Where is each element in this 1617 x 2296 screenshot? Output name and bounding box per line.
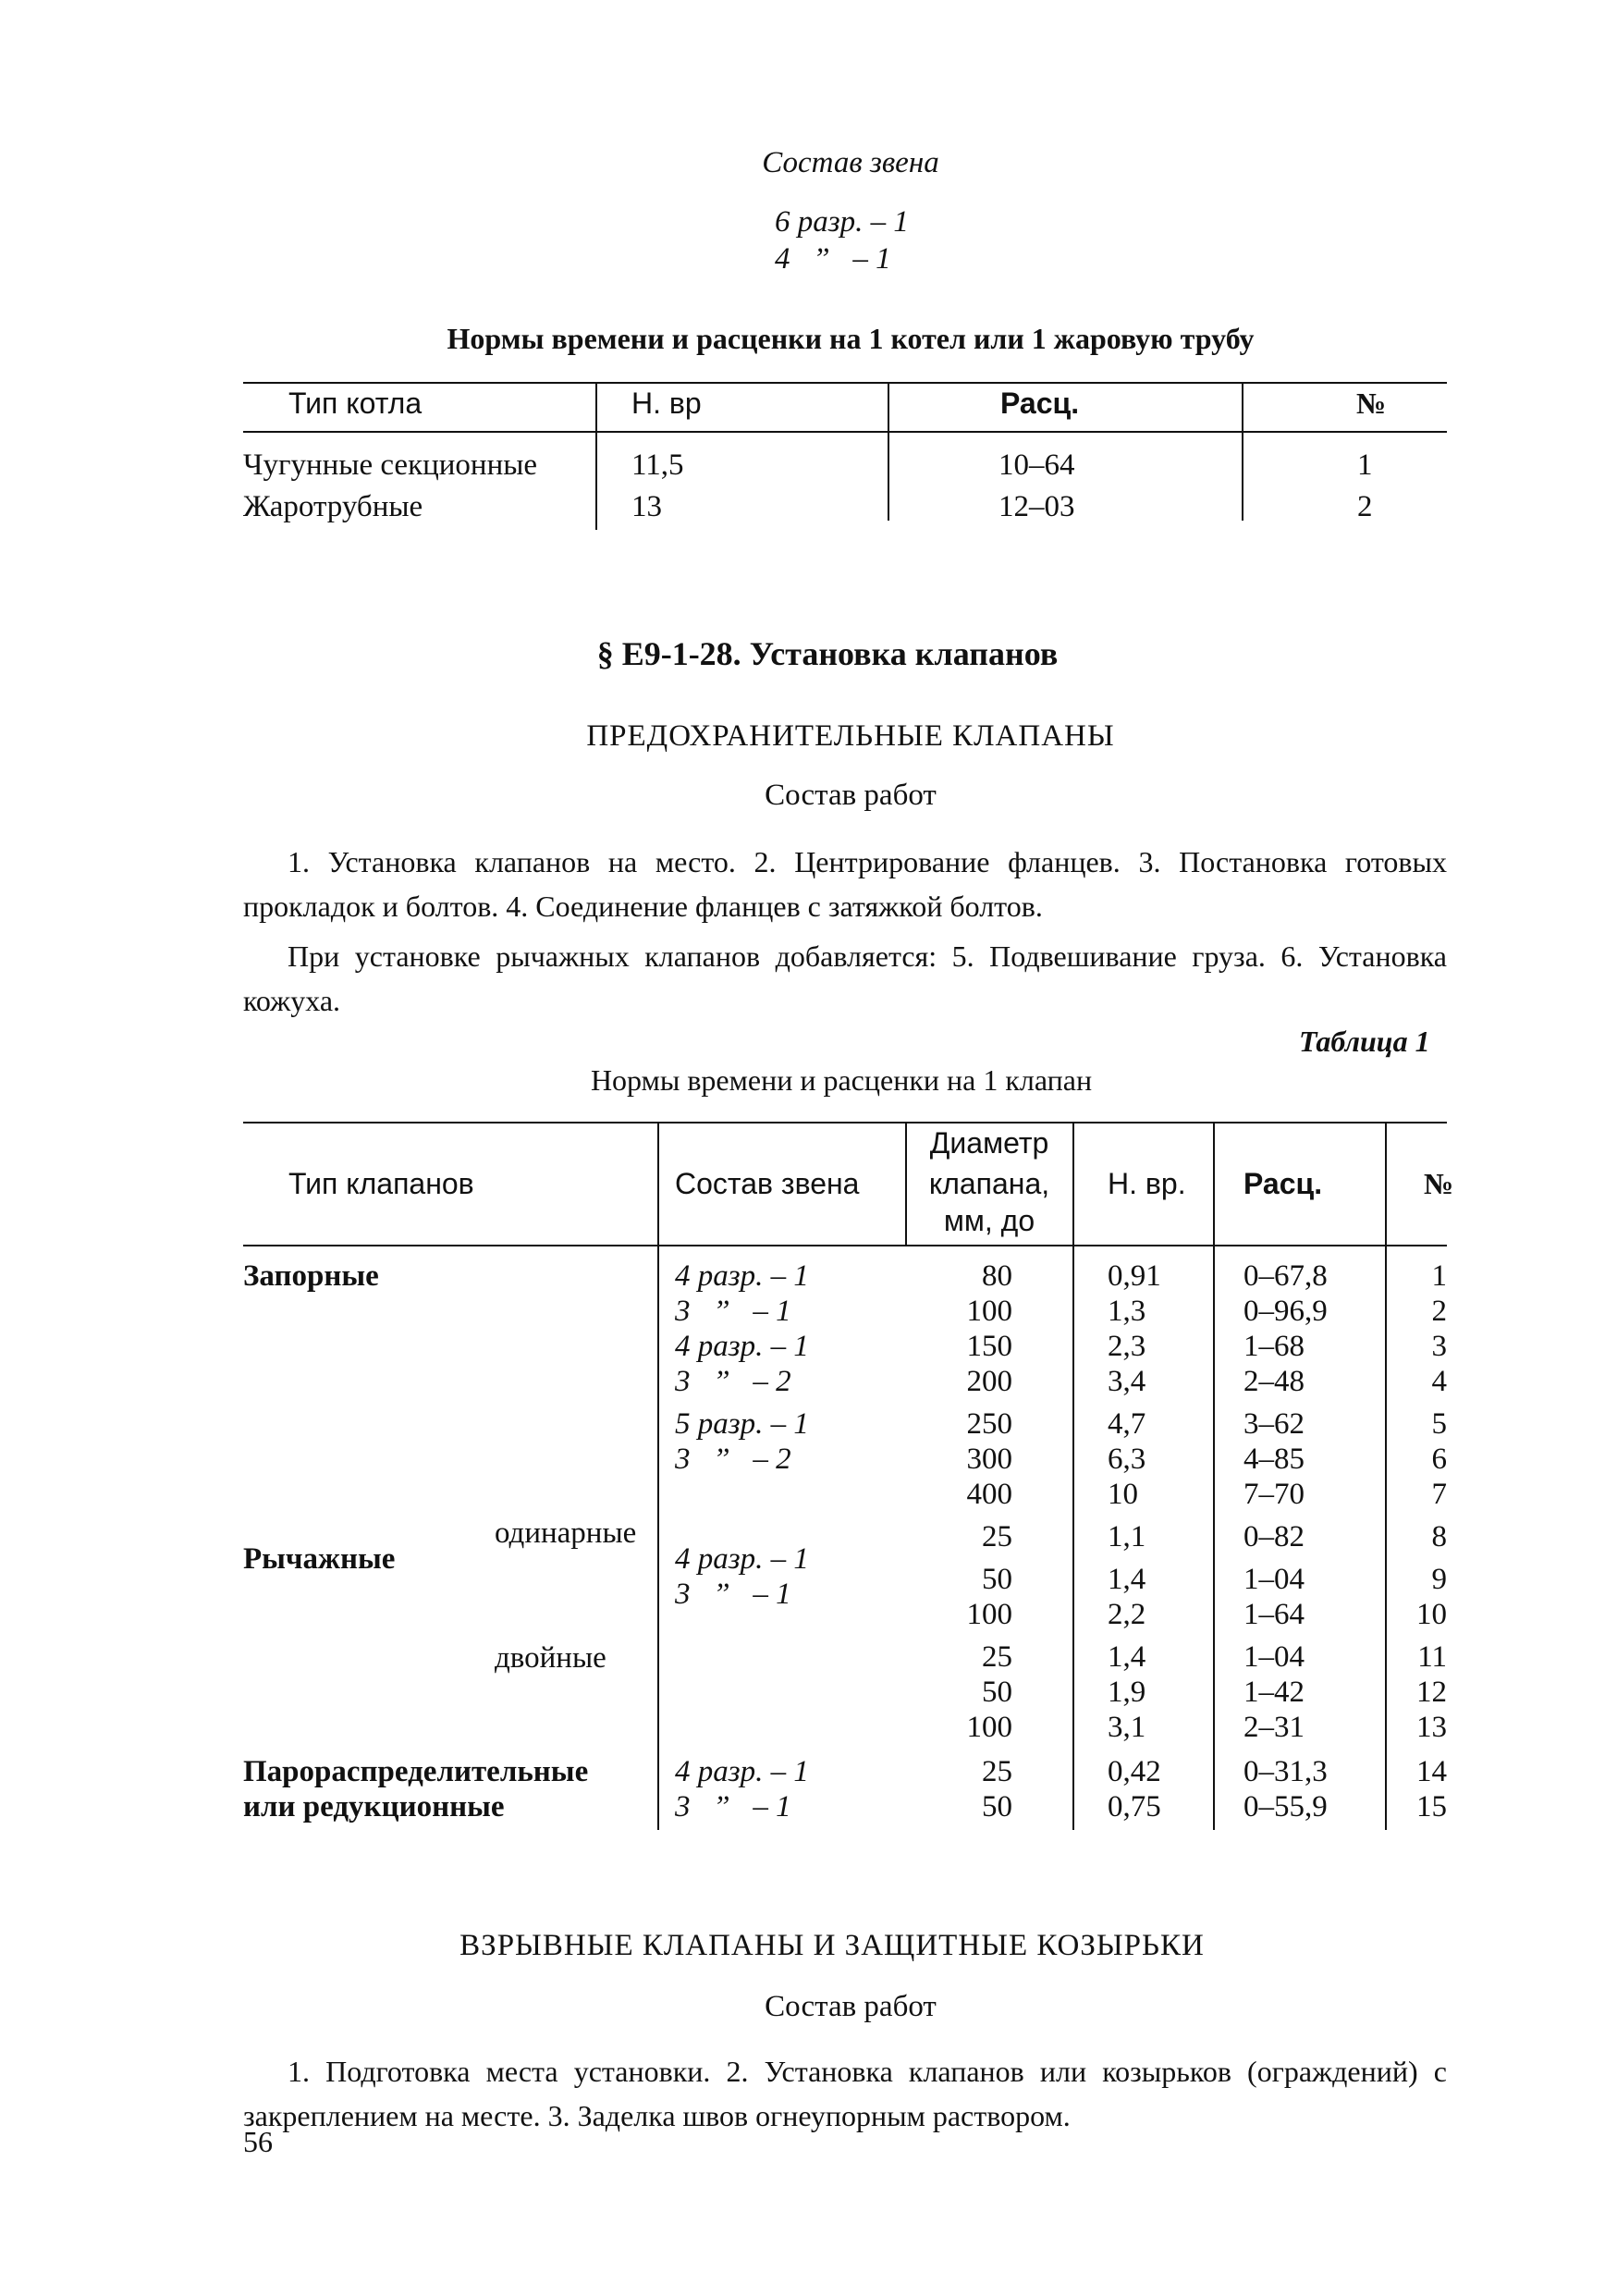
table0-col-divider — [1242, 382, 1243, 521]
table1-col-divider — [1213, 1122, 1215, 1830]
crew-cell: 4 разр. – 1 — [675, 1542, 809, 1576]
table1-cell-num: 4 — [1431, 1365, 1447, 1398]
table1-cell-num: 15 — [1416, 1790, 1447, 1823]
group-label-rychazhnye: Рычажные — [243, 1542, 396, 1576]
table1-cell-rate: 2–48 — [1243, 1365, 1305, 1398]
table1-cell-diam: 50 — [982, 1790, 1012, 1823]
table0-header-rule — [243, 431, 1447, 433]
table1-cell-hvr: 1,9 — [1108, 1676, 1146, 1709]
table1-cell-rate: 4–85 — [1243, 1443, 1305, 1476]
table1-cell-rate: 1–04 — [1243, 1640, 1305, 1674]
table1-header-hvr: Н. вр. — [1108, 1167, 1186, 1200]
table1-cell-rate: 7–70 — [1243, 1478, 1305, 1511]
table0-cell: 2 — [1357, 490, 1373, 523]
table0-col-divider — [595, 382, 597, 530]
section2-description — [243, 2049, 1447, 2138]
table1-cell-num: 7 — [1431, 1478, 1447, 1511]
table1-col-divider — [657, 1122, 659, 1830]
table0-cell: 1 — [1357, 448, 1373, 482]
table1-cell-rate: 0–55,9 — [1243, 1790, 1328, 1823]
table0-cell: 13 — [631, 490, 662, 523]
crew-cell: 3 ” – 1 — [675, 1578, 791, 1611]
table0-header-hvr: Н. вр — [631, 387, 702, 420]
section-subheading: ПРЕДОХРАНИТЕЛЬНЫЕ КЛАПАНЫ — [586, 719, 1115, 753]
table1-cell-hvr: 1,4 — [1108, 1563, 1146, 1596]
table1-cell-diam: 100 — [966, 1711, 1012, 1744]
table1-cell-rate: 1–04 — [1243, 1563, 1305, 1596]
crew-cell: 3 ” – 2 — [675, 1443, 791, 1476]
table0-top-rule — [243, 382, 1447, 384]
crew-line-2: 4 ” – 1 — [775, 242, 891, 276]
work-paragraph-1: 1. Установка клапанов на место. 2. Центрирование фланцев. 3. Постановка готовых прокладок и болтов. 4. Соединение фланцев с затяжкой болтов. — [243, 845, 1447, 923]
work-composition-title: Состав работ — [765, 779, 937, 812]
table1-cell-num: 14 — [1416, 1755, 1447, 1788]
section2-heading: ВЗРЫВНЫЕ КЛАПАНЫ И ЗАЩИТНЫЕ КОЗЫРЬКИ — [459, 1929, 1205, 1962]
section2-paragraph: 1. Подготовка места установки. 2. Установка клапанов или козырьков (ограждений) с закреплением на месте. 3. Заделка швов огнеупорным раствором. — [243, 2055, 1447, 2132]
table1-cell-hvr: 3,1 — [1108, 1711, 1146, 1744]
table1-cell-hvr: 6,3 — [1108, 1443, 1146, 1476]
table1-header-rule — [243, 1245, 1447, 1246]
table0-header-num: № — [1356, 387, 1387, 420]
table1-cell-diam: 200 — [966, 1365, 1012, 1398]
group-label-odinarnye: одинарные — [495, 1516, 637, 1550]
table1-cell-num: 6 — [1431, 1443, 1447, 1476]
table1-cell-hvr: 0,91 — [1108, 1259, 1161, 1293]
table1-cell-diam: 150 — [966, 1330, 1012, 1363]
group-label-zapornye: Запорные — [243, 1259, 379, 1293]
crew-cell: 3 ” – 1 — [675, 1295, 791, 1328]
crew-cell: 5 разр. – 1 — [675, 1407, 809, 1441]
crew-cell: 4 разр. – 1 — [675, 1755, 809, 1788]
table1-header-type: Тип клапанов — [288, 1167, 474, 1200]
work-description — [243, 840, 1447, 1023]
table1-cell-hvr: 1,3 — [1108, 1295, 1146, 1328]
table1-cell-diam: 100 — [966, 1295, 1012, 1328]
table1-cell-rate: 1–42 — [1243, 1676, 1305, 1709]
table1-col-divider — [1385, 1122, 1387, 1830]
table1-cell-diam: 300 — [966, 1443, 1012, 1476]
table1-cell-hvr: 0,42 — [1108, 1755, 1161, 1788]
table1-cell-num: 2 — [1431, 1295, 1447, 1328]
table0-cell: 11,5 — [631, 448, 684, 482]
table0-cell: Чугунные секционные — [243, 448, 538, 482]
table1-cell-num: 10 — [1416, 1598, 1447, 1631]
table1-header-diam: мм, до — [943, 1204, 1035, 1237]
table1-cell-diam: 250 — [966, 1407, 1012, 1441]
table1-cell-num: 11 — [1417, 1640, 1447, 1674]
table0-header-type: Тип котла — [288, 387, 423, 420]
table1-cell-diam: 50 — [982, 1563, 1012, 1596]
table1-cell-hvr: 1,1 — [1108, 1520, 1146, 1553]
crew-line-1: 6 разр. – 1 — [775, 205, 909, 239]
table1-cell-diam: 25 — [982, 1520, 1012, 1553]
table1-cell-rate: 0–82 — [1243, 1520, 1305, 1553]
table1-cell-hvr: 10 — [1108, 1478, 1138, 1511]
table1-label: Таблица 1 — [1299, 1025, 1430, 1058]
table1-header-diam: клапана, — [928, 1167, 1050, 1200]
table1-cell-diam: 80 — [982, 1259, 1012, 1293]
table1-cell-num: 8 — [1431, 1520, 1447, 1553]
table1-cell-hvr: 2,2 — [1108, 1598, 1146, 1631]
table1-cell-rate: 3–62 — [1243, 1407, 1305, 1441]
table1-header-num: № — [1424, 1167, 1454, 1200]
crew-cell: 4 разр. – 1 — [675, 1259, 809, 1293]
work-paragraph-2: При установке рычажных клапанов добавляется: 5. Подвешивание груза. 6. Установка кожуха. — [243, 939, 1447, 1017]
table1-cell-hvr: 4,7 — [1108, 1407, 1146, 1441]
table0-cell: 10–64 — [998, 448, 1075, 482]
table1-cell-diam: 400 — [966, 1478, 1012, 1511]
table0-title: Нормы времени и расценки на 1 котел или 1 жаровую трубу — [447, 322, 1255, 355]
table1-cell-diam: 25 — [982, 1640, 1012, 1674]
table1-header-rate: Расц. — [1243, 1167, 1323, 1200]
table1-cell-num: 12 — [1416, 1676, 1447, 1709]
table1-cell-rate: 0–31,3 — [1243, 1755, 1328, 1788]
table1-top-rule — [243, 1122, 1447, 1123]
table0-col-divider — [888, 382, 889, 521]
table0-header-rate: Расц. — [1000, 387, 1080, 420]
section-heading: § Е9-1-28. Установка клапанов — [596, 635, 1059, 672]
table1-cell-hvr: 0,75 — [1108, 1790, 1161, 1823]
table1-cell-num: 3 — [1431, 1330, 1447, 1363]
page-number: 56 — [243, 2125, 273, 2158]
table1-cell-rate: 1–68 — [1243, 1330, 1305, 1363]
table1-cell-num: 5 — [1431, 1407, 1447, 1441]
table1-header-crew: Состав звена — [675, 1167, 860, 1200]
crew-cell: 4 разр. – 1 — [675, 1330, 809, 1363]
group-label-parorasp: Парораспределительные — [243, 1755, 589, 1788]
table1-cell-hvr: 3,4 — [1108, 1365, 1146, 1398]
group-label-dvoinye: двойные — [495, 1641, 606, 1675]
table1-header-diam: Диаметр — [929, 1126, 1049, 1160]
crew-cell: 3 ” – 1 — [675, 1790, 791, 1823]
table0-cell: Жаротрубные — [243, 490, 423, 523]
table1-cell-num: 9 — [1431, 1563, 1447, 1596]
group-label-parorasp-2: или редукционные — [243, 1790, 505, 1823]
table1-cell-diam: 25 — [982, 1755, 1012, 1788]
section2-work-title: Состав работ — [765, 1990, 937, 2023]
table1-cell-rate: 1–64 — [1243, 1598, 1305, 1631]
table1-title: Нормы времени и расценки на 1 клапан — [590, 1063, 1093, 1097]
table1-col-divider — [905, 1122, 907, 1245]
table1-cell-rate: 0–96,9 — [1243, 1295, 1328, 1328]
table1-cell-diam: 100 — [966, 1598, 1012, 1631]
table0-cell: 12–03 — [998, 490, 1075, 523]
table1-cell-rate: 0–67,8 — [1243, 1259, 1328, 1293]
crew-title: Состав звена — [762, 146, 939, 179]
table1-cell-num: 1 — [1431, 1259, 1447, 1293]
table1-cell-rate: 2–31 — [1243, 1711, 1305, 1744]
table1-cell-num: 13 — [1416, 1711, 1447, 1744]
table1-cell-diam: 50 — [982, 1676, 1012, 1709]
table1-cell-hvr: 2,3 — [1108, 1330, 1146, 1363]
table1-col-divider — [1072, 1122, 1074, 1830]
crew-cell: 3 ” – 2 — [675, 1365, 791, 1398]
table1-cell-hvr: 1,4 — [1108, 1640, 1146, 1674]
